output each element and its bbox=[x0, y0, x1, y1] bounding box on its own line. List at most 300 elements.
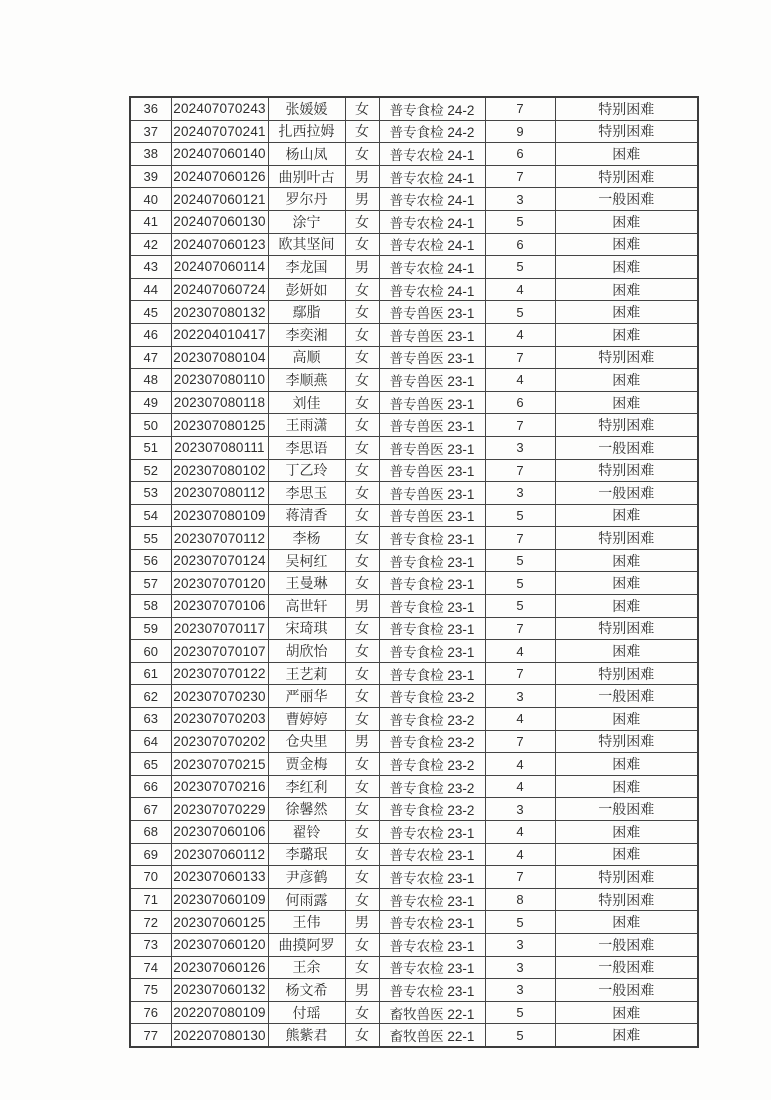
cell-count: 5 bbox=[485, 256, 555, 279]
cell-student-id: 202307070216 bbox=[171, 775, 268, 798]
cell-name: 鄢脂 bbox=[268, 301, 345, 324]
cell-gender: 女 bbox=[345, 617, 379, 640]
cell-name: 李璐珉 bbox=[268, 843, 345, 866]
table-row bbox=[130, 821, 698, 844]
table-row bbox=[130, 617, 698, 640]
cell-gender: 女 bbox=[345, 504, 379, 527]
cell-gender: 女 bbox=[345, 301, 379, 324]
cell-level: 困难 bbox=[555, 708, 698, 731]
cell-count: 5 bbox=[485, 911, 555, 934]
cell-gender: 女 bbox=[345, 843, 379, 866]
cell-name: 杨山凤 bbox=[268, 143, 345, 166]
cell-name: 罗尔丹 bbox=[268, 188, 345, 211]
cell-level: 困难 bbox=[555, 1024, 698, 1047]
table-row bbox=[130, 730, 698, 753]
cell-student-id: 202204010417 bbox=[171, 323, 268, 346]
cell-count: 4 bbox=[485, 775, 555, 798]
cell-gender: 女 bbox=[345, 821, 379, 844]
cell-gender: 男 bbox=[345, 979, 379, 1002]
cell-student-id: 202307070120 bbox=[171, 572, 268, 595]
cell-class: 普专农检 24-1 bbox=[379, 165, 485, 188]
cell-class: 畜牧兽医 22-1 bbox=[379, 1024, 485, 1047]
cell-class: 普专农检 23-1 bbox=[379, 933, 485, 956]
cell-level: 困难 bbox=[555, 256, 698, 279]
cell-gender: 女 bbox=[345, 120, 379, 143]
cell-name: 熊紫君 bbox=[268, 1024, 345, 1047]
cell-count: 5 bbox=[485, 504, 555, 527]
cell-gender: 女 bbox=[345, 482, 379, 505]
table-row bbox=[130, 549, 698, 572]
cell-class: 普专农检 23-1 bbox=[379, 956, 485, 979]
table-row bbox=[130, 1001, 698, 1024]
cell-index: 51 bbox=[130, 436, 171, 459]
cell-class: 普专农检 24-1 bbox=[379, 143, 485, 166]
cell-count: 3 bbox=[485, 956, 555, 979]
cell-gender: 女 bbox=[345, 323, 379, 346]
cell-count: 7 bbox=[485, 866, 555, 889]
cell-gender: 女 bbox=[345, 391, 379, 414]
cell-index: 68 bbox=[130, 821, 171, 844]
table-row bbox=[130, 188, 698, 211]
cell-level: 困难 bbox=[555, 911, 698, 934]
cell-student-id: 202307060132 bbox=[171, 979, 268, 1002]
cell-index: 76 bbox=[130, 1001, 171, 1024]
cell-class: 普专农检 23-1 bbox=[379, 843, 485, 866]
cell-student-id: 202407060130 bbox=[171, 210, 268, 233]
cell-count: 6 bbox=[485, 391, 555, 414]
cell-name: 宋琦琪 bbox=[268, 617, 345, 640]
cell-student-id: 202307080110 bbox=[171, 369, 268, 392]
cell-index: 44 bbox=[130, 278, 171, 301]
cell-name: 杨文希 bbox=[268, 979, 345, 1002]
cell-count: 3 bbox=[485, 188, 555, 211]
cell-index: 69 bbox=[130, 843, 171, 866]
cell-class: 普专兽医 23-1 bbox=[379, 323, 485, 346]
cell-level: 困难 bbox=[555, 210, 698, 233]
cell-student-id: 202307060133 bbox=[171, 866, 268, 889]
cell-name: 尹彦鹤 bbox=[268, 866, 345, 889]
cell-class: 普专食检 23-2 bbox=[379, 753, 485, 776]
cell-index: 61 bbox=[130, 662, 171, 685]
cell-index: 73 bbox=[130, 933, 171, 956]
cell-count: 4 bbox=[485, 640, 555, 663]
cell-level: 一般困难 bbox=[555, 979, 698, 1002]
cell-level: 一般困难 bbox=[555, 482, 698, 505]
cell-name: 刘佳 bbox=[268, 391, 345, 414]
cell-class: 普专食检 23-1 bbox=[379, 640, 485, 663]
cell-count: 5 bbox=[485, 595, 555, 618]
cell-level: 特别困难 bbox=[555, 527, 698, 550]
table-body bbox=[130, 97, 698, 1047]
cell-index: 39 bbox=[130, 165, 171, 188]
cell-student-id: 202307080104 bbox=[171, 346, 268, 369]
cell-class: 普专食检 23-1 bbox=[379, 527, 485, 550]
table-row bbox=[130, 482, 698, 505]
cell-index: 59 bbox=[130, 617, 171, 640]
cell-gender: 女 bbox=[345, 1001, 379, 1024]
cell-student-id: 202307070215 bbox=[171, 753, 268, 776]
cell-index: 63 bbox=[130, 708, 171, 731]
cell-index: 67 bbox=[130, 798, 171, 821]
cell-class: 普专农检 23-1 bbox=[379, 821, 485, 844]
cell-count: 7 bbox=[485, 97, 555, 120]
cell-student-id: 202407070241 bbox=[171, 120, 268, 143]
cell-level: 困难 bbox=[555, 549, 698, 572]
cell-level: 特别困难 bbox=[555, 165, 698, 188]
cell-level: 困难 bbox=[555, 843, 698, 866]
cell-gender: 女 bbox=[345, 708, 379, 731]
cell-class: 普专食检 24-2 bbox=[379, 97, 485, 120]
cell-level: 困难 bbox=[555, 391, 698, 414]
table-row bbox=[130, 685, 698, 708]
table-row bbox=[130, 301, 698, 324]
cell-count: 4 bbox=[485, 753, 555, 776]
cell-student-id: 202307060106 bbox=[171, 821, 268, 844]
cell-count: 4 bbox=[485, 323, 555, 346]
cell-student-id: 202307080111 bbox=[171, 436, 268, 459]
cell-class: 普专兽医 23-1 bbox=[379, 504, 485, 527]
cell-class: 普专兽医 23-1 bbox=[379, 301, 485, 324]
cell-gender: 女 bbox=[345, 775, 379, 798]
cell-level: 一般困难 bbox=[555, 685, 698, 708]
cell-student-id: 202307060126 bbox=[171, 956, 268, 979]
cell-level: 一般困难 bbox=[555, 956, 698, 979]
cell-class: 普专食检 24-2 bbox=[379, 120, 485, 143]
cell-name: 何雨露 bbox=[268, 888, 345, 911]
cell-index: 71 bbox=[130, 888, 171, 911]
cell-count: 5 bbox=[485, 301, 555, 324]
cell-class: 普专农检 24-1 bbox=[379, 210, 485, 233]
cell-level: 困难 bbox=[555, 640, 698, 663]
cell-index: 60 bbox=[130, 640, 171, 663]
table-row bbox=[130, 414, 698, 437]
table-row bbox=[130, 527, 698, 550]
cell-class: 普专兽医 23-1 bbox=[379, 369, 485, 392]
cell-index: 47 bbox=[130, 346, 171, 369]
cell-index: 41 bbox=[130, 210, 171, 233]
table-row bbox=[130, 436, 698, 459]
cell-gender: 女 bbox=[345, 527, 379, 550]
cell-name: 王雨潇 bbox=[268, 414, 345, 437]
cell-count: 7 bbox=[485, 414, 555, 437]
cell-student-id: 202207080130 bbox=[171, 1024, 268, 1047]
cell-class: 畜牧兽医 22-1 bbox=[379, 1001, 485, 1024]
cell-student-id: 202407060724 bbox=[171, 278, 268, 301]
cell-level: 特别困难 bbox=[555, 662, 698, 685]
table-row bbox=[130, 911, 698, 934]
cell-class: 普专食检 23-2 bbox=[379, 775, 485, 798]
cell-index: 66 bbox=[130, 775, 171, 798]
cell-gender: 女 bbox=[345, 685, 379, 708]
cell-level: 特别困难 bbox=[555, 346, 698, 369]
cell-name: 李杨 bbox=[268, 527, 345, 550]
cell-name: 王伟 bbox=[268, 911, 345, 934]
cell-count: 4 bbox=[485, 708, 555, 731]
cell-name: 翟铃 bbox=[268, 821, 345, 844]
table-row bbox=[130, 256, 698, 279]
table-row bbox=[130, 278, 698, 301]
cell-count: 5 bbox=[485, 572, 555, 595]
cell-gender: 女 bbox=[345, 933, 379, 956]
table-row bbox=[130, 504, 698, 527]
cell-name: 丁乙玲 bbox=[268, 459, 345, 482]
table-row bbox=[130, 459, 698, 482]
cell-name: 王曼琳 bbox=[268, 572, 345, 595]
cell-count: 7 bbox=[485, 165, 555, 188]
cell-index: 55 bbox=[130, 527, 171, 550]
cell-class: 普专兽医 23-1 bbox=[379, 459, 485, 482]
table-row bbox=[130, 595, 698, 618]
cell-index: 49 bbox=[130, 391, 171, 414]
cell-student-id: 202307070112 bbox=[171, 527, 268, 550]
cell-count: 7 bbox=[485, 459, 555, 482]
cell-gender: 男 bbox=[345, 188, 379, 211]
cell-student-id: 202307070107 bbox=[171, 640, 268, 663]
cell-class: 普专食检 23-2 bbox=[379, 685, 485, 708]
cell-gender: 男 bbox=[345, 595, 379, 618]
cell-student-id: 202407060121 bbox=[171, 188, 268, 211]
cell-level: 特别困难 bbox=[555, 120, 698, 143]
cell-name: 彭妍如 bbox=[268, 278, 345, 301]
table-row bbox=[130, 753, 698, 776]
cell-gender: 女 bbox=[345, 572, 379, 595]
cell-student-id: 202307070106 bbox=[171, 595, 268, 618]
cell-gender: 女 bbox=[345, 459, 379, 482]
cell-name: 蒋清香 bbox=[268, 504, 345, 527]
cell-index: 40 bbox=[130, 188, 171, 211]
cell-class: 普专兽医 23-1 bbox=[379, 414, 485, 437]
cell-student-id: 202407070243 bbox=[171, 97, 268, 120]
cell-class: 普专农检 24-1 bbox=[379, 278, 485, 301]
cell-name: 李龙国 bbox=[268, 256, 345, 279]
cell-class: 普专农检 24-1 bbox=[379, 256, 485, 279]
cell-level: 困难 bbox=[555, 595, 698, 618]
cell-level: 困难 bbox=[555, 821, 698, 844]
cell-class: 普专农检 24-1 bbox=[379, 188, 485, 211]
cell-gender: 女 bbox=[345, 143, 379, 166]
table-row bbox=[130, 798, 698, 821]
cell-student-id: 202307070202 bbox=[171, 730, 268, 753]
cell-index: 38 bbox=[130, 143, 171, 166]
cell-name: 严丽华 bbox=[268, 685, 345, 708]
cell-gender: 女 bbox=[345, 640, 379, 663]
cell-student-id: 202307070229 bbox=[171, 798, 268, 821]
cell-index: 58 bbox=[130, 595, 171, 618]
cell-class: 普专食检 23-2 bbox=[379, 798, 485, 821]
table-row bbox=[130, 346, 698, 369]
cell-level: 一般困难 bbox=[555, 933, 698, 956]
cell-index: 53 bbox=[130, 482, 171, 505]
cell-level: 特别困难 bbox=[555, 617, 698, 640]
cell-index: 70 bbox=[130, 866, 171, 889]
table-row bbox=[130, 708, 698, 731]
cell-level: 特别困难 bbox=[555, 866, 698, 889]
cell-student-id: 202307070203 bbox=[171, 708, 268, 731]
cell-name: 曲摸阿罗 bbox=[268, 933, 345, 956]
cell-name: 李思语 bbox=[268, 436, 345, 459]
cell-gender: 女 bbox=[345, 233, 379, 256]
cell-index: 36 bbox=[130, 97, 171, 120]
cell-gender: 女 bbox=[345, 798, 379, 821]
cell-level: 特别困难 bbox=[555, 459, 698, 482]
cell-gender: 男 bbox=[345, 165, 379, 188]
table-row bbox=[130, 662, 698, 685]
cell-class: 普专食检 23-1 bbox=[379, 549, 485, 572]
cell-count: 3 bbox=[485, 979, 555, 1002]
table-row bbox=[130, 1024, 698, 1047]
cell-gender: 女 bbox=[345, 278, 379, 301]
cell-name: 高顺 bbox=[268, 346, 345, 369]
cell-index: 52 bbox=[130, 459, 171, 482]
table-row bbox=[130, 369, 698, 392]
cell-level: 困难 bbox=[555, 301, 698, 324]
cell-class: 普专食检 23-1 bbox=[379, 572, 485, 595]
cell-index: 45 bbox=[130, 301, 171, 324]
cell-count: 7 bbox=[485, 346, 555, 369]
table-row bbox=[130, 572, 698, 595]
cell-count: 7 bbox=[485, 617, 555, 640]
cell-name: 仓央里 bbox=[268, 730, 345, 753]
cell-level: 困难 bbox=[555, 504, 698, 527]
table-row bbox=[130, 933, 698, 956]
cell-student-id: 202207080109 bbox=[171, 1001, 268, 1024]
cell-gender: 女 bbox=[345, 346, 379, 369]
cell-count: 6 bbox=[485, 233, 555, 256]
cell-count: 3 bbox=[485, 798, 555, 821]
cell-student-id: 202407060123 bbox=[171, 233, 268, 256]
cell-name: 李顺燕 bbox=[268, 369, 345, 392]
table-row bbox=[130, 866, 698, 889]
cell-level: 困难 bbox=[555, 143, 698, 166]
cell-level: 困难 bbox=[555, 233, 698, 256]
cell-student-id: 202407060114 bbox=[171, 256, 268, 279]
table-row bbox=[130, 956, 698, 979]
cell-index: 46 bbox=[130, 323, 171, 346]
cell-index: 54 bbox=[130, 504, 171, 527]
cell-level: 困难 bbox=[555, 1001, 698, 1024]
cell-name: 涂宁 bbox=[268, 210, 345, 233]
cell-level: 特别困难 bbox=[555, 888, 698, 911]
student-aid-table bbox=[129, 96, 699, 1048]
cell-class: 普专农检 24-1 bbox=[379, 233, 485, 256]
cell-count: 4 bbox=[485, 821, 555, 844]
cell-gender: 女 bbox=[345, 549, 379, 572]
cell-student-id: 202307070122 bbox=[171, 662, 268, 685]
cell-name: 李思玉 bbox=[268, 482, 345, 505]
cell-name: 吴柯红 bbox=[268, 549, 345, 572]
cell-gender: 女 bbox=[345, 1024, 379, 1047]
cell-student-id: 202307080118 bbox=[171, 391, 268, 414]
cell-level: 困难 bbox=[555, 278, 698, 301]
cell-count: 4 bbox=[485, 278, 555, 301]
cell-index: 57 bbox=[130, 572, 171, 595]
cell-count: 4 bbox=[485, 369, 555, 392]
cell-count: 5 bbox=[485, 210, 555, 233]
cell-student-id: 202407060140 bbox=[171, 143, 268, 166]
cell-index: 43 bbox=[130, 256, 171, 279]
cell-index: 48 bbox=[130, 369, 171, 392]
cell-student-id: 202307060109 bbox=[171, 888, 268, 911]
table-row bbox=[130, 233, 698, 256]
cell-class: 普专农检 23-1 bbox=[379, 979, 485, 1002]
cell-gender: 女 bbox=[345, 369, 379, 392]
cell-level: 一般困难 bbox=[555, 436, 698, 459]
cell-class: 普专食检 23-1 bbox=[379, 595, 485, 618]
cell-name: 胡欣怡 bbox=[268, 640, 345, 663]
cell-class: 普专食检 23-2 bbox=[379, 708, 485, 731]
cell-index: 56 bbox=[130, 549, 171, 572]
cell-index: 65 bbox=[130, 753, 171, 776]
cell-student-id: 202307080109 bbox=[171, 504, 268, 527]
cell-student-id: 202407060126 bbox=[171, 165, 268, 188]
cell-gender: 男 bbox=[345, 256, 379, 279]
cell-level: 困难 bbox=[555, 775, 698, 798]
table-row bbox=[130, 97, 698, 120]
cell-student-id: 202307060112 bbox=[171, 843, 268, 866]
cell-index: 50 bbox=[130, 414, 171, 437]
cell-name: 高世轩 bbox=[268, 595, 345, 618]
cell-count: 7 bbox=[485, 730, 555, 753]
cell-gender: 女 bbox=[345, 97, 379, 120]
table-row bbox=[130, 210, 698, 233]
table-row bbox=[130, 165, 698, 188]
cell-level: 困难 bbox=[555, 369, 698, 392]
cell-student-id: 202307060125 bbox=[171, 911, 268, 934]
cell-class: 普专农检 23-1 bbox=[379, 888, 485, 911]
cell-index: 64 bbox=[130, 730, 171, 753]
cell-gender: 女 bbox=[345, 753, 379, 776]
cell-level: 特别困难 bbox=[555, 414, 698, 437]
cell-index: 37 bbox=[130, 120, 171, 143]
cell-count: 3 bbox=[485, 436, 555, 459]
table-row bbox=[130, 143, 698, 166]
cell-index: 74 bbox=[130, 956, 171, 979]
cell-index: 42 bbox=[130, 233, 171, 256]
cell-name: 贾金梅 bbox=[268, 753, 345, 776]
cell-index: 75 bbox=[130, 979, 171, 1002]
cell-gender: 女 bbox=[345, 414, 379, 437]
cell-class: 普专食检 23-1 bbox=[379, 662, 485, 685]
cell-index: 72 bbox=[130, 911, 171, 934]
cell-index: 62 bbox=[130, 685, 171, 708]
table-row bbox=[130, 775, 698, 798]
cell-class: 普专食检 23-1 bbox=[379, 617, 485, 640]
table-row bbox=[130, 979, 698, 1002]
cell-class: 普专农检 23-1 bbox=[379, 866, 485, 889]
cell-count: 8 bbox=[485, 888, 555, 911]
cell-level: 一般困难 bbox=[555, 798, 698, 821]
cell-count: 3 bbox=[485, 482, 555, 505]
cell-gender: 女 bbox=[345, 866, 379, 889]
cell-student-id: 202307080125 bbox=[171, 414, 268, 437]
table-row bbox=[130, 843, 698, 866]
cell-gender: 女 bbox=[345, 956, 379, 979]
cell-name: 曲别叶古 bbox=[268, 165, 345, 188]
cell-level: 困难 bbox=[555, 753, 698, 776]
cell-name: 李红利 bbox=[268, 775, 345, 798]
cell-student-id: 202307080102 bbox=[171, 459, 268, 482]
cell-class: 普专兽医 23-1 bbox=[379, 346, 485, 369]
cell-gender: 女 bbox=[345, 662, 379, 685]
cell-class: 普专兽医 23-1 bbox=[379, 482, 485, 505]
cell-level: 一般困难 bbox=[555, 188, 698, 211]
cell-count: 5 bbox=[485, 549, 555, 572]
cell-count: 3 bbox=[485, 685, 555, 708]
cell-name: 徐馨然 bbox=[268, 798, 345, 821]
cell-count: 3 bbox=[485, 933, 555, 956]
cell-gender: 女 bbox=[345, 436, 379, 459]
cell-gender: 女 bbox=[345, 888, 379, 911]
